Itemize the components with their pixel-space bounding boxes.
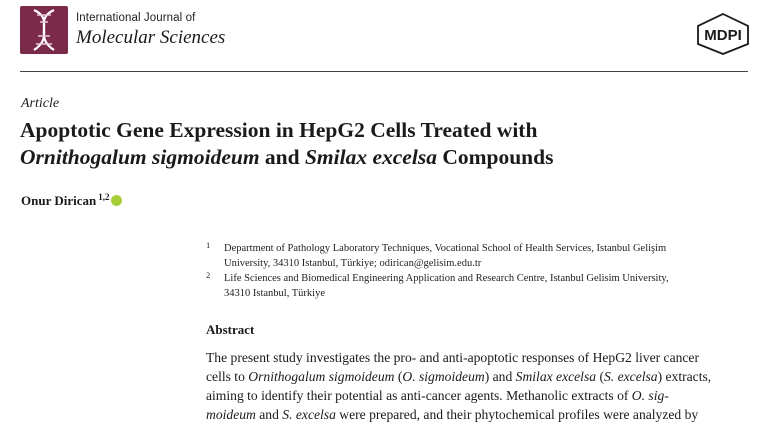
affiliation-number: 2 bbox=[206, 270, 211, 280]
title-conj: and bbox=[259, 145, 305, 169]
dna-helix-icon bbox=[20, 6, 68, 54]
title-species1: Ornithogalum sigmoideum bbox=[20, 145, 260, 169]
journal-name-line1: International Journal of bbox=[76, 12, 196, 24]
affiliation-number: 1 bbox=[206, 240, 211, 250]
abstract-heading: Abstract bbox=[206, 322, 255, 337]
affiliation-2-line2: 34310 Istanbul, Türkiye bbox=[224, 288, 326, 299]
abstract-line: moideum and S. excelsa were prepared, and their phytochemical profiles were analyzed by bbox=[206, 407, 699, 422]
title-part2: Compounds bbox=[436, 145, 554, 169]
abstract-line: The present study investigates the pro- and anti-apoptotic responses of HepG2 liver cancer bbox=[206, 350, 699, 365]
affiliation-2 bbox=[224, 271, 744, 301]
title-species2: Smilax excelsa bbox=[304, 145, 437, 169]
header-divider bbox=[20, 71, 748, 72]
mdpi-hexagon-icon bbox=[694, 12, 752, 56]
publisher-name: MDPI bbox=[704, 27, 742, 44]
author-line bbox=[21, 192, 122, 209]
article-type: Article bbox=[21, 96, 60, 111]
journal-name bbox=[76, 13, 225, 47]
orcid-icon[interactable] bbox=[111, 195, 122, 206]
abstract-line: aiming to identify their potential as anti-cancer agents. Methanolic extracts of O. sig- bbox=[206, 388, 669, 403]
affiliation-1-line1: Department of Pathology Laboratory Techniques, Vocational School of Health Services, Istanbul Gelişim bbox=[224, 243, 667, 254]
affiliation-2-line1: Life Sciences and Biomedical Engineering Application and Research Centre, Istanbul Gelisim University, bbox=[224, 273, 669, 284]
journal-name-line2: Molecular Sciences bbox=[76, 26, 226, 48]
journal-logo bbox=[20, 6, 68, 54]
article-title bbox=[20, 117, 750, 171]
author-name[interactable]: Onur Dirican bbox=[21, 193, 97, 208]
affiliation-1-line2: University, 34310 Istanbul, Türkiye; odirican@gelisim.edu.tr bbox=[224, 258, 482, 269]
title-part1: Apoptotic Gene Expression in HepG2 Cells Treated with bbox=[20, 118, 538, 142]
publisher-logo bbox=[694, 12, 752, 56]
abstract-line: cells to Ornithogalum sigmoideum (O. sigmoideum) and Smilax excelsa (S. excelsa) extracts, bbox=[206, 369, 712, 384]
abstract-body bbox=[206, 348, 758, 424]
author-affiliation-marks: 1,2 bbox=[98, 192, 110, 202]
affiliation-1 bbox=[224, 241, 744, 271]
